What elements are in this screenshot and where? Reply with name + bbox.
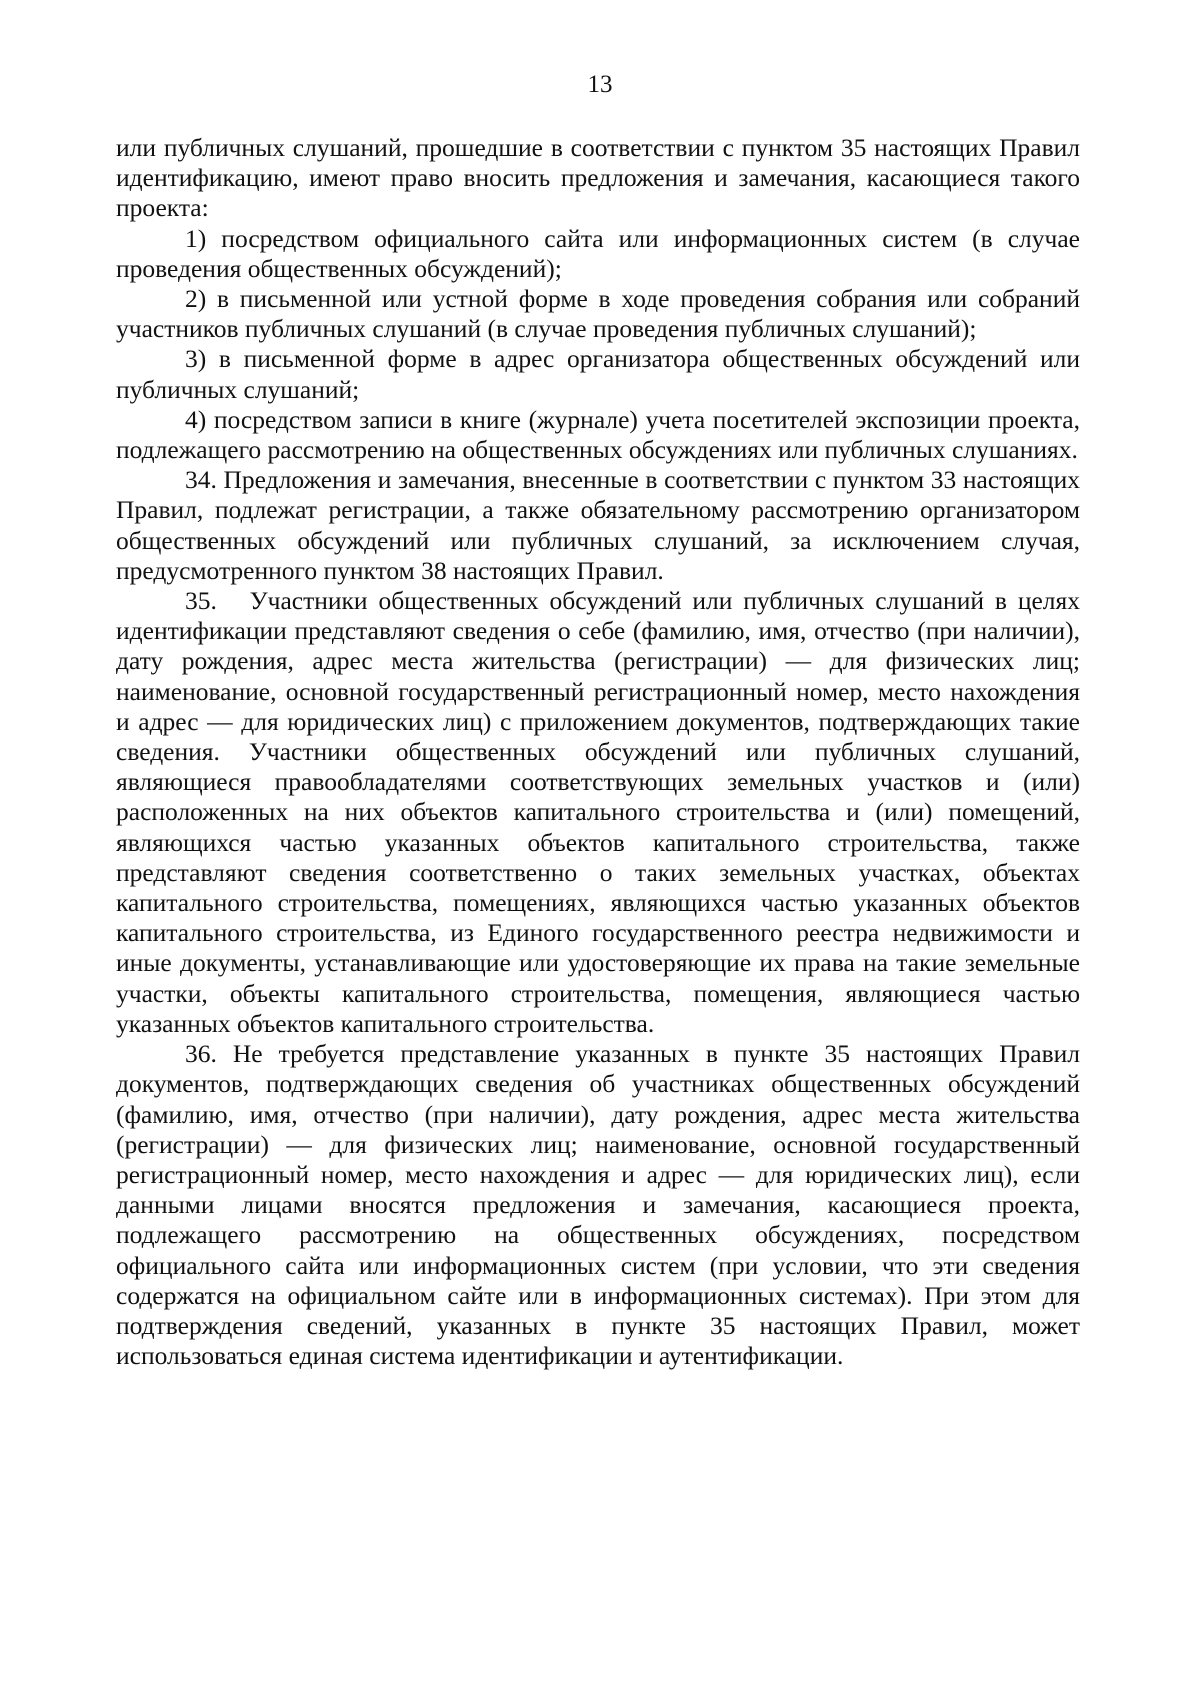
page-number: 13: [587, 71, 613, 98]
paragraph-intro: или публичных слушаний, прошедшие в соответствии с пунктом 35 настоящих Правил идентификацию, имеют право вносить предложения и замечания, касающиеся такого проекта:: [116, 133, 1080, 223]
document-body: [116, 133, 1087, 1371]
clause-34: 34. Предложения и замечания, внесенные в соответствии с пунктом 33 настоящих Правил, подлежат регистрации, а также обязательному рассмотрению организатором общественных обсуждений или публичных слушаний, за исключением случая, предусмотренного пунктом 38 настоящих Правил.: [116, 465, 1080, 585]
list-item-4: 4) посредством записи в книге (журнале) учета посетителей экспозиции проекта, подлежащего рассмотрению на общественных обсуждениях или публичных слушаниях.: [116, 404, 1080, 465]
clause-35: 35. Участники общественных обсуждений или публичных слушаний в целях идентификации представляют сведения о себе (фамилию, имя, отчество (при наличии), дату рождения, адрес места жительства (регистрации) — для физических лиц; наименование, основной государственный регистрационный номер, место нахождения и адрес — для юридических лиц) с приложением документов, подтверждающих такие сведения. Участники общественных обсуждений или публичных слушаний, являющиеся правообладателями соответствующих земельных участков и (или) расположенных на них объектов капитального строительства и (или) помещений, являющихся частью указанных объектов капитального строительства, также представляют сведения соответственно о таких земельных участках, объектах капитального строительства, помещениях, являющихся частью указанных объектов капитального строительства, из Единого государственного реестра недвижимости и иные документы, устанавливающие или удостоверяющие их права на такие земельные участки, объекты капитального строительства, помещения, являющиеся частью указанных объектов капитального строительства.: [116, 586, 1087, 1038]
list-item-2: 2) в письменной или устной форме в ходе проведения собрания или собраний участников публичных слушаний (в случае проведения публичных слушаний);: [116, 284, 1080, 344]
list-item-3: 3) в письменной форме в адрес организатора общественных обсуждений или публичных слушаний;: [116, 344, 1080, 404]
list-item-1: 1) посредством официального сайта или информационных систем (в случае проведения общественных обсуждений);: [116, 223, 1080, 283]
clause-36: 36. Не требуется представление указанных в пункте 35 настоящих Правил документов, подтверждающих сведения об участниках общественных обсуждений (фамилию, имя, отчество (при наличии), дату рождения, адрес места жительства (регистрации) — для физических лиц; наименование, основной государственный регистрационный номер, место нахождения и адрес — для юридических лиц), если данными лицами вносятся предложения и замечания, касающиеся проекта, подлежащего рассмотрению на общественных обсуждениях, посредством официального сайта или информационных систем (при условии, что эти сведения содержатся на официальном сайте или в информационных системах). При этом для подтверждения сведений, указанных в пункте 35 настоящих Правил, может использоваться единая система идентификации и аутентификации.: [116, 1039, 1080, 1371]
